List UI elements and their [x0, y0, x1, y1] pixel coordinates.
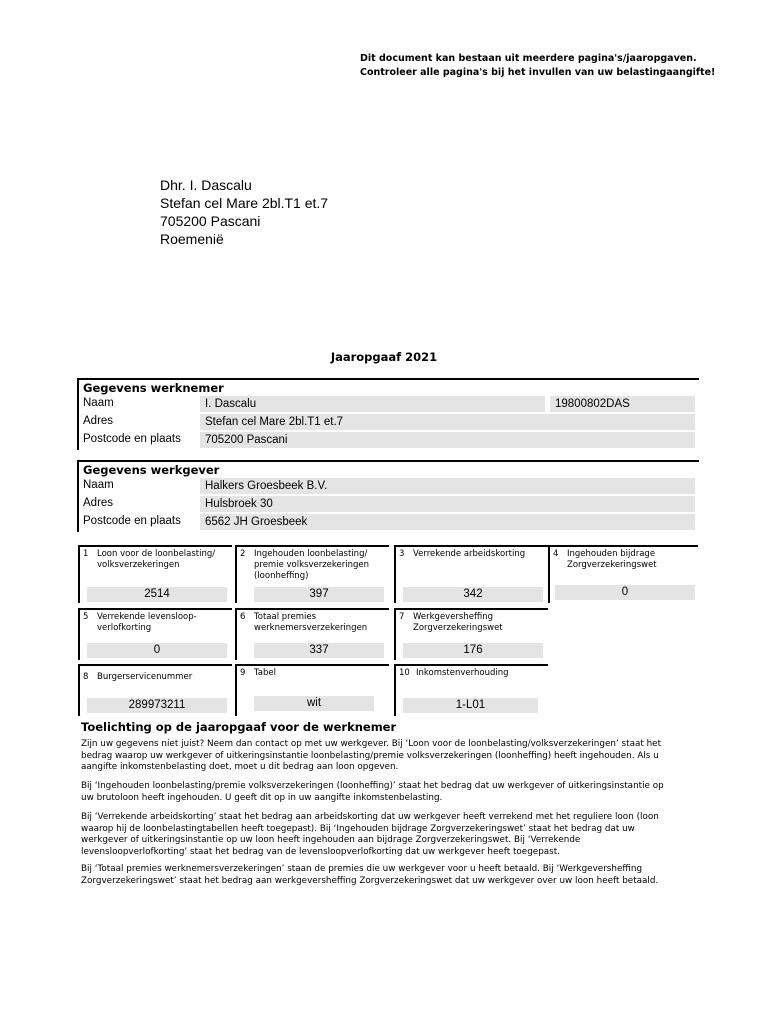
recipient-country: Roemenië [160, 231, 224, 247]
box-label-line: Inkomstenverhouding [416, 668, 509, 678]
box-label-line: Verrekende arbeidskorting [413, 549, 526, 559]
box-number: 6 [240, 612, 246, 622]
box-value: 1-L01 [403, 698, 538, 713]
employer-name-label: Naam [83, 479, 114, 491]
box-label-line: (loonheffing) [254, 571, 309, 581]
box-number: 4 [553, 549, 559, 559]
employer-name-row [79, 478, 699, 496]
box-label-line: verlofkorting [97, 623, 152, 633]
employee-name-label: Naam [83, 397, 114, 409]
box-value: 176 [403, 643, 543, 658]
employee-postcode-row [79, 432, 699, 450]
box-label-line: Tabel [254, 668, 276, 678]
employer-address-value: Hulsbroek 30 [200, 496, 695, 512]
box-label [254, 549, 369, 582]
employer-postcode-label: Postcode en plaats [83, 515, 181, 527]
box-werkgeversheffing [394, 608, 548, 660]
box-number: 8 [83, 672, 89, 682]
box-value: 289973211 [87, 698, 227, 713]
box-value: 2514 [87, 587, 227, 602]
box-inkomstenverhouding [394, 664, 548, 716]
explanation-paragraph-1: Zijn uw gegevens niet juist? Neem dan contact op met uw werkgever. Bij ‘Loon voor de loonbelasting/volksverzekeringen’ staat het bedrag waarop uw werkgever of uitkeringsinstantie loonbelasting/premie volksverzekeringen (loonheffing) heeft ingehouden. Als u aangifte inkomstenbelasting doet, moet u dit bedrag aan loon opgeven. [81, 739, 662, 772]
box-value: 0 [87, 643, 227, 658]
box-label-line: Zorgverzekeringswet [413, 623, 503, 633]
employer-address-row [79, 496, 699, 514]
box-loon [78, 545, 232, 603]
employer-postcode-row [79, 514, 699, 532]
employee-address-row [79, 414, 699, 432]
employee-postcode-value: 705200 Pascani [200, 432, 695, 448]
box-label-line: Ingehouden loonbelasting/ [254, 549, 368, 559]
box-totaal-premies [235, 608, 389, 660]
recipient-name: Dhr. I. Dascalu [160, 177, 252, 193]
recipient-address [160, 176, 328, 248]
box-label [416, 668, 509, 679]
employee-address-value: Stefan cel Mare 2bl.T1 et.7 [200, 414, 695, 430]
box-bijdrage-zorgverzekeringswet [548, 545, 698, 603]
box-label-line: werknemersverzekeringen [254, 623, 368, 633]
employee-section [77, 378, 699, 450]
employee-postcode-label: Postcode en plaats [83, 433, 181, 445]
box-label-line: premie volksverzekeringen [254, 560, 369, 570]
box-value: wit [254, 696, 374, 711]
explanation-paragraph-2: Bij ‘Ingehouden loonbelasting/premie volksverzekeringen (loonheffing)’ staat het bedrag dat uw werkgever of uitkeringsinstantie op uw brutoloon heeft ingehouden. U geeft dit op in uw aangifte inkomstenbelasting. [81, 781, 664, 803]
box-label-line: volksverzekeringen [97, 560, 180, 570]
box-ingehouden-loonbelasting [235, 545, 389, 603]
recipient-postcode-city: 705200 Pascani [160, 213, 261, 229]
box-value: 337 [254, 643, 384, 658]
box-arbeidskorting [394, 545, 548, 603]
employer-section [77, 460, 699, 532]
box-burgerservicenummer [78, 664, 232, 716]
employer-postcode-value: 6562 JH Groesbeek [200, 514, 695, 530]
recipient-street: Stefan cel Mare 2bl.T1 et.7 [160, 195, 329, 211]
explanation-paragraph-4: Bij ‘Totaal premies werknemersverzekeringen’ staan de premies die uw werkgever voor u heeft betaald. Bij ‘Werkgeversheffing Zorgverzekeringswet’ staat het bedrag aan werkgeversheffing Zorgverzekeringswet dat uw werkgever over uw loon heeft betaald. [81, 864, 659, 886]
box-label [254, 668, 276, 679]
explanation-paragraph-3: Bij ‘Verrekende arbeidskorting’ staat het bedrag aan arbeidskorting dat uw werkgever heeft verrekend met het reguliere loon (loon waarop hij de loonbelastingtabellen heeft toegepast). Bij ‘Ingehouden bijdrage Zorgverzekeringswet’ staat het bedrag dat uw werkgever of uitkeringsinstantie op uw loon heeft ingehouden aan bijdrage Zorgverzekeringswet. Bij ‘Verrekende levensloopverlofkorting’ staat het bedrag van de levensloopverlofkorting dat uw werkgever heeft toegepast. [81, 812, 659, 857]
employee-address-label: Adres [83, 415, 114, 427]
box-number: 9 [240, 668, 246, 678]
employer-section-heading: Gegevens werkgever [79, 460, 699, 478]
box-label-line: Zorgverzekeringswet [567, 560, 657, 570]
box-label-line: Burgerservicenummer [97, 672, 193, 682]
document-title: Jaaropgaaf 2021 [330, 350, 438, 364]
box-label-line: Loon voor de loonbelasting/ [97, 549, 216, 559]
box-label [97, 612, 197, 634]
box-label-line: Totaal premies [254, 612, 316, 622]
employee-name-value: I. Dascalu [200, 396, 545, 412]
box-number: 5 [83, 612, 89, 622]
box-label-line: Verrekende levensloop- [97, 612, 197, 622]
box-label-line: Werkgeversheffing [413, 612, 493, 622]
box-number: 10 [399, 668, 410, 678]
box-value: 397 [254, 587, 384, 602]
employee-section-heading: Gegevens werknemer [79, 378, 699, 396]
box-tabel [235, 664, 389, 716]
employee-name-row [79, 396, 699, 414]
employee-id-value: 19800802DAS [550, 396, 695, 412]
box-label [97, 672, 192, 683]
box-value: 0 [555, 585, 695, 600]
explanation-heading: Toelichting op de jaaropgaaf voor de werknemer [81, 720, 397, 734]
box-value: 342 [403, 587, 543, 602]
box-number: 7 [399, 612, 405, 622]
employer-address-label: Adres [83, 497, 114, 509]
box-number: 1 [83, 549, 89, 559]
box-number: 3 [399, 549, 405, 559]
box-label-line: Ingehouden bijdrage [567, 549, 656, 559]
box-label [413, 549, 525, 560]
box-label [97, 549, 215, 571]
notice-line-1: Dit document kan bestaan uit meerdere pagina's/jaaropgaven. [360, 53, 697, 64]
box-levensloop [78, 608, 232, 660]
notice-line-2: Controleer alle pagina's bij het invullen van uw belastingaangifte! [360, 67, 716, 78]
employer-name-value: Halkers Groesbeek B.V. [200, 478, 695, 494]
box-number: 2 [240, 549, 246, 559]
box-label [254, 612, 367, 634]
box-label [567, 549, 657, 571]
box-label [413, 612, 503, 634]
multi-page-notice [360, 52, 715, 80]
